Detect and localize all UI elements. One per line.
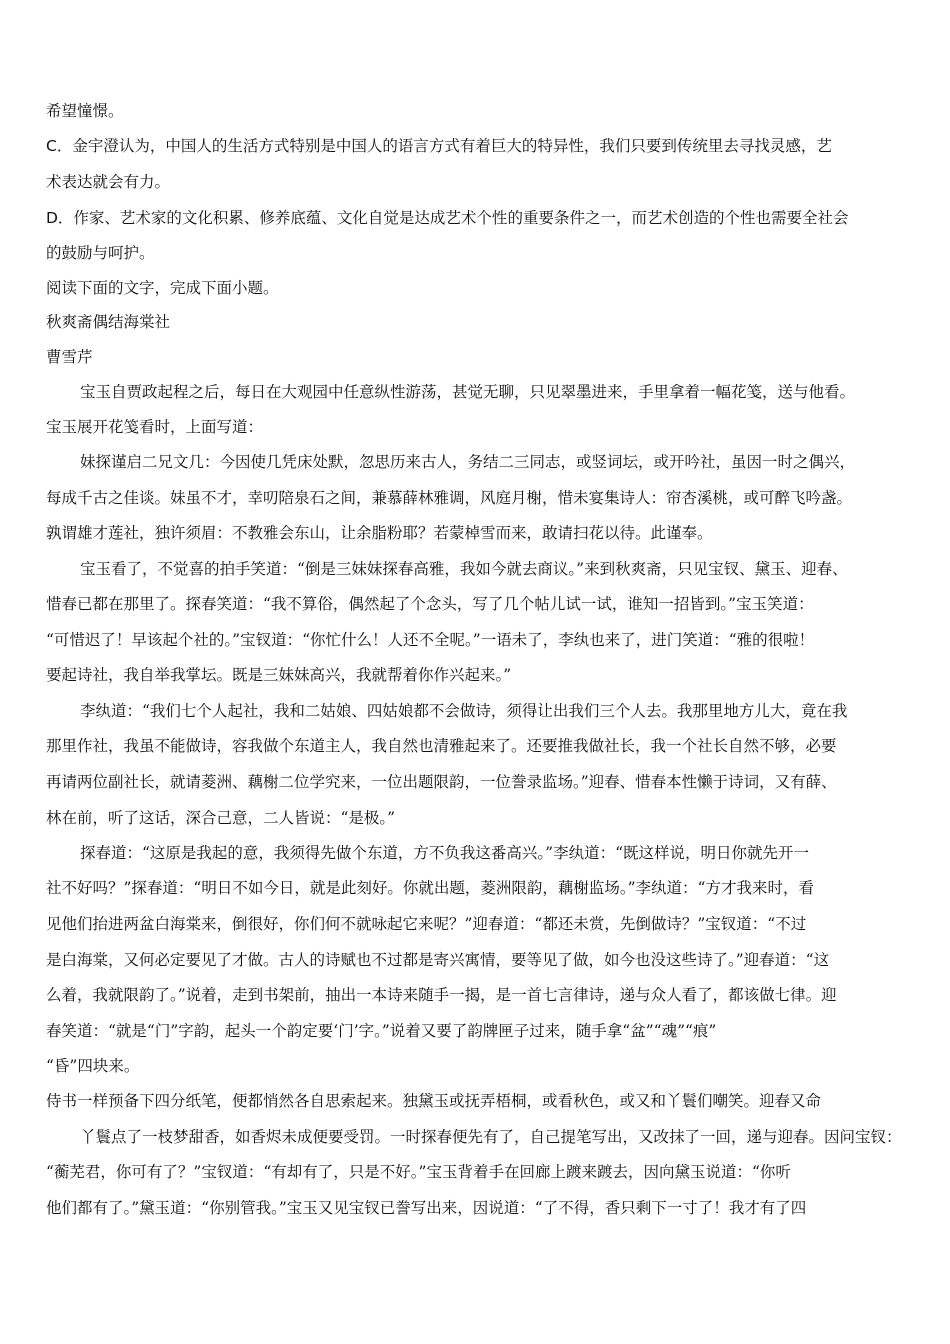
paragraph-line: 孰谓雄才莲社，独许须眉：不教雅会东山，让余脂粉耶？若蒙棹雪而来，敢请扫花以待。此谨奉。 — [46, 524, 713, 542]
paragraph-line: “蘅芜君，你可有了？”宝钗道：“有却有了，只是不好。”宝玉背着手在回廊上踱来踱去，因向黛玉说道：“你听 — [46, 1163, 791, 1181]
paragraph-line: “可惜迟了！早该起个社的。”宝钗道：“你忙什么！人还不全呢。”一语未了，李纨也来了，进门笑道：“雅的很啦！ — [46, 631, 815, 649]
paragraph-line: 妹探谨启二兄文几：今因使几凭床处默，忽思历来古人，务结二三同志，或竖词坛，或开吟社，虽因一时之偶兴， — [80, 453, 856, 471]
option-c-line-1: C．金宇澄认为，中国人的生活方式特别是中国人的语言方式有着巨大的特异性，我们只要到传统里去寻找灵感，艺 — [46, 137, 832, 155]
paragraph-line: 宝玉自贾政起程之后，每日在大观园中任意纵性游荡，甚觉无聊，只见翠墨进来，手里拿着一幅花笺，送与他看。 — [80, 383, 856, 401]
paragraph-line: 丫鬟点了一枝梦甜香，如香烬未成便要受罚。一时探春便先有了，自己提笔写出，又改抹了一回，递与迎春。因问宝钗： — [80, 1128, 902, 1146]
paragraph-line: 那里作社，我虽不能做诗，容我做个东道主人，我自然也清雅起来了。还要推我做社长，我一个社长自然不够，必要 — [46, 737, 837, 755]
paragraph-line: 他们都有了。”黛玉道：“你别管我。”宝玉又见宝钗已誊写出来，因说道：“了不得，香只剩下一寸了！我才有了四 — [46, 1199, 807, 1217]
option-c-line-2: 术表达就会有力。 — [46, 173, 171, 191]
article-author: 曹雪芹 — [46, 348, 93, 366]
paragraph-line: “昏”四块来。 — [46, 1057, 140, 1075]
paragraph-line: 是白海棠，又何必定要见了才做。古人的诗赋也不过都是寄兴寓情，要等见了做，如今也没这些诗了。”迎春道：“这 — [46, 951, 830, 969]
paragraph-line: 社不好吗？”探春道：“明日不如今日，就是此刻好。你就出题，菱洲限韵，藕榭监场。”李纨道：“方才我来时，看 — [46, 879, 814, 897]
reading-instruction: 阅读下面的文字，完成下面小题。 — [46, 279, 279, 297]
paragraph-line: 探春道：“这原是我起的意，我须得先做个东道，方不负我这番高兴。”李纨道：“既这样说，明日你就先开一 — [80, 844, 810, 862]
paragraph-line: 宝玉展开花笺看时，上面写道： — [46, 418, 264, 436]
paragraph-line: 春笑道：“就是“门”字韵，起头一个韵定要‘门’字。”说着又要了韵牌匣子过来，随手拿“盆”“魂”“痕” — [46, 1022, 717, 1040]
paragraph-line: 侍书一样预备下四分纸笔，便都悄然各自思索起来。独黛玉或抚弄梧桐，或看秋色，或又和丫鬟们嘲笑。迎春又命 — [46, 1092, 822, 1110]
option-d-line-1: D．作家、艺术家的文化积累、修养底蕴、文化自觉是达成艺术个性的重要条件之一，而艺术创造的个性也需要全社会 — [46, 209, 849, 227]
paragraph-line: 宝玉看了，不觉喜的拍手笑道：“倒是三妹妹探春高雅，我如今就去商议。”来到秋爽斋，只见宝钗、黛玉、迎春、 — [80, 560, 848, 578]
paragraph-line: 么着，我就限韵了。”说着，走到书架前，抽出一本诗来随手一揭，是一首七言律诗，递与众人看了，都该做七律。迎 — [46, 986, 837, 1004]
paragraph-line: 林在前，听了这话，深合己意，二人皆说：“是极。” — [46, 809, 396, 827]
option-d-line-2: 的鼓励与呵护。 — [46, 244, 155, 262]
paragraph-line: 再请两位副社长，就请菱洲、藕榭二位学究来，一位出题限韵，一位誊录监场。”迎春、惜春本性懒于诗词，又有薛、 — [46, 773, 837, 791]
option-b-tail: 希望憧憬。 — [46, 102, 124, 120]
paragraph-line: 要起诗社，我自举我掌坛。既是三妹妹高兴，我就帮着你作兴起来。” — [46, 666, 512, 684]
paragraph-line: 见他们抬进两盆白海棠来，倒很好，你们何不就咏起它来呢？”迎春道：“都还未赏，先倒做诗？”宝钗道：“不过 — [46, 915, 807, 933]
paragraph-line: 每成千古之佳谈。妹虽不才，幸叨陪泉石之间，兼慕薛林雅调，风庭月榭，惜未宴集诗人：帘杏溪桃，或可醉飞吟盏。 — [46, 489, 853, 507]
paragraph-line: 李纨道：“我们七个人起社，我和二姑娘、四姑娘都不会做诗，须得让出我们三个人去。我那里地方儿大，竟在我 — [80, 702, 848, 720]
paragraph-line: 惜春已都在那里了。探春笑道：“我不算俗，偶然起了个念头，写了几个帖儿试一试，谁知一招皆到。”宝玉笑道： — [46, 595, 814, 613]
article-title: 秋爽斋偶结海棠社 — [46, 313, 171, 331]
